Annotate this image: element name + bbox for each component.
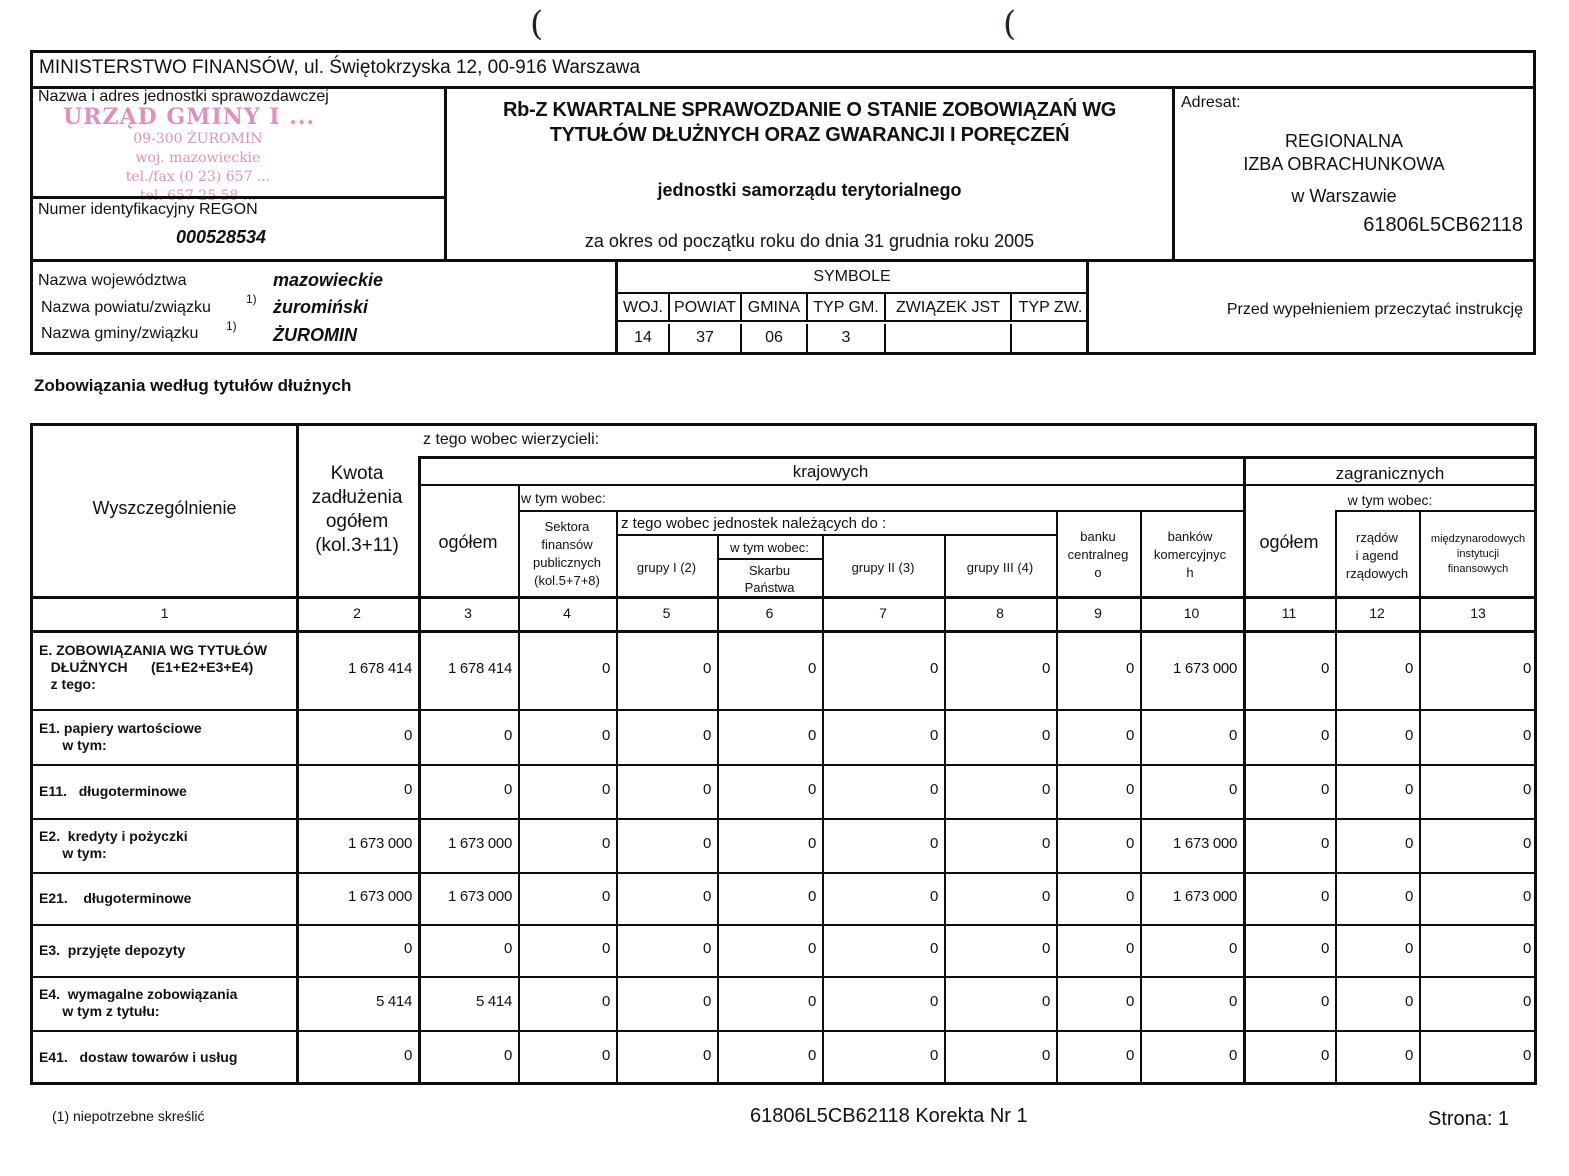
table-cell-value: 0 (601, 940, 610, 957)
document-code: 61806L5CB62118 (1363, 214, 1523, 236)
header-kwota-line: Kwota (330, 463, 384, 484)
table-cell-value: 0 (929, 1047, 938, 1064)
symbol-value-typ-zw (1012, 324, 1089, 352)
unit-label: Nazwa i adres jednostki sprawozdawczej (38, 88, 329, 105)
table-cell-value: 0 (1125, 781, 1134, 798)
table-cell-value: 1 678 414 (347, 659, 412, 677)
table-cell-value: 0 (1404, 835, 1413, 852)
header-banku-centralnego (1056, 528, 1140, 582)
column-number: 8 (996, 605, 1004, 621)
stamp-line: tel./fax (0 23) 657 ... (125, 169, 271, 185)
table-cell-value: 0 (1125, 726, 1134, 744)
district-label: Nazwa powiatu/związku (41, 299, 211, 316)
row-label-line: E2. kredyty i pożyczki (39, 828, 188, 844)
header-skarbu-line: Państwa (744, 580, 795, 595)
table-cell-value: 0 (929, 888, 938, 905)
row-label (39, 720, 202, 754)
regon-value: 000528534 (175, 227, 267, 247)
table-cell-value: 0 (929, 659, 938, 677)
table-cell-value: 0 (503, 940, 512, 957)
table-cell-value: 0 (1125, 888, 1134, 905)
header-w-tym-wobec-zag: w tym wobec: (1347, 492, 1433, 508)
header-banku-line: centralneg (1067, 547, 1129, 562)
header-skarbu (717, 562, 822, 596)
table-cell-value: 0 (1228, 940, 1237, 957)
table-cell-value: 0 (1125, 940, 1134, 957)
header-miedzynarodowych (1419, 532, 1537, 577)
table-cell-value: 5 414 (375, 993, 412, 1010)
header-kwota-line: (kol.3+11) (315, 535, 399, 556)
symbol-header: POWIAT (670, 294, 742, 322)
row-label (39, 642, 267, 693)
commune-label: Nazwa gminy/związku (41, 325, 199, 342)
table-cell-value: 0 (1125, 835, 1134, 852)
symbol-value-gmina: 06 (742, 324, 808, 352)
header-zagranicznych: zagranicznych (1335, 464, 1445, 483)
commune-value: ŻUROMIN (273, 325, 357, 345)
column-number: 4 (563, 605, 571, 621)
header-miedzy-line: finansowych (1447, 563, 1509, 575)
grid-line (33, 872, 1537, 874)
table-cell-value: 5 414 (475, 993, 512, 1010)
table-cell-value: 0 (702, 835, 711, 852)
table-cell-value: 0 (702, 993, 711, 1010)
symbol-header: TYP GM. (808, 294, 886, 322)
header-rzadow-line: i agend (1355, 548, 1399, 563)
report-title (447, 98, 1172, 148)
table-cell-value: 0 (403, 726, 412, 744)
table-cell-value: 0 (601, 726, 610, 744)
table-cell-value: 0 (807, 993, 816, 1010)
footnote: (1) niepotrzebne skreślić (52, 1108, 205, 1124)
row-label-line: E1. papiery wartościowe (39, 719, 202, 736)
table-cell-value: 0 (702, 726, 711, 744)
table-cell-value: 0 (929, 940, 938, 957)
header-rzadow-line: rządowych (1345, 566, 1409, 581)
table-cell-value: 0 (1041, 726, 1050, 744)
row-label (39, 828, 188, 862)
table-cell-value: 0 (601, 1047, 610, 1064)
header-sektora-line: finansów (541, 537, 593, 552)
regon-box (33, 196, 444, 259)
table-cell-value: 0 (1522, 781, 1531, 798)
table-cell-value: 0 (807, 659, 816, 677)
table-cell-value: 0 (503, 781, 512, 798)
voivodeship-value: mazowieckie (273, 270, 384, 290)
header-grupy-1: grupy I (2) (636, 560, 697, 575)
header-sektora-line: Sektora (544, 519, 590, 534)
table-cell-value: 0 (601, 781, 610, 798)
table-cell-value: 0 (1041, 781, 1050, 798)
grid-line (33, 924, 1537, 926)
table-cell-value: 0 (503, 1047, 512, 1064)
row-label (39, 1049, 237, 1066)
report-header (30, 50, 1536, 355)
table-cell-value: 0 (807, 781, 816, 798)
grid-line (418, 484, 1537, 486)
header-banku-line: banku (1080, 529, 1116, 544)
row-label-line: E3. przyjęte depozyty (39, 941, 186, 958)
table-cell-value: 1 673 000 (447, 835, 512, 852)
table-cell-value: 0 (403, 1047, 412, 1064)
table-cell-value: 0 (1404, 940, 1413, 957)
symbols-title: SYMBOLE (618, 262, 1086, 294)
table-cell-value: 0 (1522, 993, 1531, 1010)
table-cell-value: 0 (1228, 781, 1237, 798)
district-value: żuromiński (273, 297, 369, 317)
header-ogolem-krajowych: ogółem (438, 532, 498, 552)
table-cell-value: 1 673 000 (1172, 659, 1237, 677)
table-cell-value: 0 (702, 888, 711, 905)
grid-line (33, 764, 1537, 766)
grid-line (1243, 456, 1246, 1084)
table-cell-value: 1 673 000 (347, 888, 412, 905)
column-number: 6 (765, 605, 774, 621)
table-cell-value: 0 (807, 726, 816, 744)
table-cell-value: 0 (702, 940, 711, 957)
column-number: 1 (160, 605, 169, 621)
symbol-value-powiat: 37 (670, 324, 742, 352)
column-number: 2 (353, 605, 361, 621)
row-label-line: E21. długoterminowe (39, 889, 192, 906)
header-skarbu-line: Skarbu (748, 563, 791, 578)
table-cell-value: 0 (601, 835, 610, 852)
header-w-tym-wobec-small: w tym wobec: (730, 540, 809, 555)
column-number: 3 (464, 605, 472, 621)
voivodeship-label: Nazwa województwa (38, 272, 187, 289)
table-cell-value: 0 (1320, 1047, 1329, 1064)
table-cell-value: 0 (1522, 888, 1531, 905)
addressee-line: IZBA OBRACHUNKOWA (1243, 154, 1445, 174)
report-title-box (447, 86, 1175, 262)
footnote-mark: 1) (246, 292, 257, 306)
ministry-line: MINISTERSTWO FINANSÓW, ul. Świętokrzyska 12, 00-916 Warszawa (33, 53, 1533, 89)
liabilities-table (30, 423, 1537, 1085)
header-z-tego-wierzycieli: z tego wobec wierzycieli: (423, 431, 600, 448)
addressee-line: w Warszawie (1291, 186, 1397, 206)
table-cell-value: 0 (403, 781, 412, 798)
table-cell-value: 0 (1041, 1047, 1050, 1064)
table-cell-value: 0 (1320, 888, 1329, 905)
table-cell-value: 0 (807, 940, 816, 957)
table-cell-value: 0 (929, 993, 938, 1010)
office-stamp (53, 104, 343, 206)
grid-line (33, 818, 1537, 820)
header-sektora-line: publicznych (533, 555, 601, 570)
table-cell-value: 0 (929, 835, 938, 852)
header-wyszczegolnienie: Wyszczególnienie (92, 498, 237, 518)
column-number: 10 (1183, 605, 1200, 621)
table-cell-value: 0 (1320, 726, 1329, 744)
table-cell-value: 0 (1228, 993, 1237, 1010)
row-label (39, 986, 237, 1020)
stamp-line: woj. mazowieckie (135, 150, 261, 166)
table-cell-value: 0 (1041, 835, 1050, 852)
header-jednostek: z tego wobec jednostek należących do : (621, 515, 887, 532)
symbol-value-zwiazek (886, 324, 1012, 352)
location-box (33, 262, 617, 352)
punch-hole-mark-right: ( (1003, 4, 1017, 44)
row-label (39, 783, 187, 800)
table-cell-value: 0 (1041, 659, 1050, 677)
table-cell-value: 1 673 000 (447, 888, 512, 905)
table-cell-value: 0 (702, 1047, 711, 1064)
stamp-line: tel. 657 25 58 ... (139, 188, 257, 204)
symbol-value-woj: 14 (618, 324, 670, 352)
row-label-line: DŁUŻNYCH (E1+E2+E3+E4) (39, 659, 254, 675)
header-miedzy-line: instytucji (1456, 548, 1500, 560)
column-number: 7 (879, 605, 887, 621)
symbol-header: WOJ. (618, 294, 670, 322)
footer-document-code: 61806L5CB62118 Korekta Nr 1 (750, 1105, 1028, 1127)
report-period: za okres od początku roku do dnia 31 grudnia roku 2005 (584, 231, 1035, 251)
column-number: 9 (1094, 605, 1102, 621)
table-cell-value: 0 (1320, 835, 1329, 852)
report-subtitle: jednostki samorządu terytorialnego (657, 180, 962, 200)
grid-line (518, 510, 1243, 512)
header-grupy-2: grupy II (3) (851, 560, 915, 575)
section-title: Zobowiązania według tytułów dłużnych (34, 376, 352, 395)
table-cell-value: 0 (1320, 940, 1329, 957)
table-cell-value: 0 (1404, 781, 1413, 798)
table-cell-value: 0 (1404, 993, 1413, 1010)
addressee-line: REGIONALNA (1284, 131, 1404, 151)
table-cell-value: 0 (1404, 726, 1413, 744)
row-label-line: E. ZOBOWIĄZANIA WG TYTUŁÓW (39, 642, 268, 658)
table-cell-value: 0 (929, 781, 938, 798)
symbol-header: TYP ZW. (1012, 294, 1089, 322)
row-label (39, 942, 185, 959)
table-cell-value: 1 678 414 (447, 659, 512, 677)
header-sektora (518, 518, 616, 590)
symbol-header: ZWIĄZEK JST (886, 294, 1012, 322)
header-bankow-line: komercyjnyc (1153, 547, 1227, 562)
table-cell-value: 0 (1404, 659, 1413, 677)
row-label-line: w tym: (39, 736, 107, 753)
table-cell-value: 0 (1125, 659, 1134, 677)
table-cell-value: 0 (1522, 835, 1531, 852)
row-label-line: w tym: (39, 845, 107, 861)
addressee-label: Adresat: (1181, 94, 1241, 111)
grid-line (33, 976, 1537, 978)
table-cell-value: 0 (1228, 726, 1237, 744)
grid-line (717, 558, 822, 560)
row-label (39, 890, 191, 907)
header-krajowych: krajowych (792, 462, 869, 481)
symbol-value-typ-gm: 3 (808, 324, 886, 352)
table-cell-value: 0 (929, 726, 938, 744)
table-cell-value: 0 (702, 659, 711, 677)
regon-label: Numer identyfikacyjny REGON (38, 201, 258, 218)
header-kwota-line: ogółem (325, 511, 389, 532)
column-number: 13 (1470, 605, 1486, 621)
table-cell-value: 0 (1125, 1047, 1134, 1064)
table-cell-value: 0 (1522, 940, 1531, 957)
instruction-note: Przed wypełnieniem przeczytać instrukcję (1226, 301, 1523, 318)
header-bankow-line: h (1186, 565, 1194, 580)
header-kwota-line: zadłużenia (311, 487, 403, 508)
report-title-line: TYTUŁÓW DŁUŻNYCH ORAZ GWARANCJI I PORĘCZEŃ (549, 124, 1070, 146)
report-title-line: Rb-Z KWARTALNE SPRAWOZDANIE O STANIE ZOBOWIĄZAŃ WG (502, 99, 1117, 121)
header-bankow-komercyjnych (1140, 528, 1240, 582)
table-cell-value: 0 (1404, 888, 1413, 905)
table-cell-value: 0 (601, 993, 610, 1010)
table-cell-value: 0 (702, 781, 711, 798)
grid-line (296, 426, 299, 1084)
grid-line (33, 1030, 1537, 1032)
punch-hole-mark-left: ( (530, 4, 544, 44)
row-label-line: w tym z tytułu: (39, 1003, 160, 1019)
grid-line (418, 456, 1537, 459)
table-cell-value: 0 (1125, 993, 1134, 1010)
table-cell-value: 0 (403, 940, 412, 957)
header-w-tym-wobec: w tym wobec: (521, 490, 606, 506)
stamp-line: 09-300 ŻUROMIN (133, 131, 263, 147)
grid-line (418, 456, 421, 1084)
page-number: Strona: 1 (1428, 1108, 1510, 1130)
table-cell-value: 0 (1522, 726, 1531, 744)
table-cell-value: 0 (1320, 993, 1329, 1010)
header-bankow-line: banków (1167, 529, 1213, 544)
table-cell-value: 0 (1320, 781, 1329, 798)
table-cell-value: 0 (1041, 940, 1050, 957)
header-miedzy-line: międzynarodowych (1430, 533, 1526, 545)
grid-line (616, 534, 1056, 536)
row-label-line: E4. wymagalne zobowiązania (39, 986, 238, 1002)
table-cell-value: 1 673 000 (1172, 835, 1237, 852)
reporting-unit-box (33, 86, 447, 262)
table-cell-value: 1 673 000 (347, 835, 412, 852)
header-ogolem-zagranicznych: ogółem (1259, 532, 1319, 552)
column-number: 5 (662, 605, 671, 621)
header-rzadow-line: rządów (1356, 530, 1398, 545)
addressee-box (1175, 86, 1533, 262)
row-label-line: E41. dostaw towarów i usług (39, 1048, 238, 1065)
grid-line (1335, 510, 1537, 512)
grid-line (33, 596, 1537, 599)
footnote-mark: 1) (226, 319, 237, 333)
column-number: 12 (1369, 605, 1385, 621)
table-cell-value: 0 (1320, 659, 1329, 677)
table-cell-value: 0 (807, 835, 816, 852)
table-cell-value: 0 (807, 888, 816, 905)
table-cell-value: 0 (1041, 993, 1050, 1010)
grid-line (33, 709, 1537, 711)
table-cell-value: 0 (807, 1047, 816, 1064)
table-cell-value: 0 (1404, 1047, 1413, 1064)
row-label-line: z tego: (39, 676, 96, 692)
row-label-line: E11. długoterminowe (39, 782, 187, 799)
header-sektora-line: (kol.5+7+8) (534, 573, 600, 588)
table-cell-value: 0 (1041, 888, 1050, 905)
table-cell-value: 0 (503, 726, 512, 744)
header-grupy-3: grupy III (4) (966, 560, 1034, 575)
header-banku-line: o (1094, 565, 1102, 580)
symbols-table (615, 262, 1089, 352)
grid-line (33, 630, 1537, 633)
header-rzadow (1335, 529, 1419, 583)
symbol-header: GMINA (742, 294, 808, 322)
column-number: 11 (1281, 605, 1297, 621)
table-cell-value: 1 673 000 (1172, 888, 1237, 905)
table-cell-value: 0 (1228, 1047, 1237, 1064)
stamp-line: URZĄD GMINY I ... (63, 104, 316, 130)
table-cell-value: 0 (601, 659, 610, 677)
table-cell-value: 0 (601, 888, 610, 905)
table-cell-value: 0 (1522, 659, 1531, 677)
header-kwota (296, 462, 418, 558)
table-cell-value: 0 (1522, 1047, 1531, 1064)
